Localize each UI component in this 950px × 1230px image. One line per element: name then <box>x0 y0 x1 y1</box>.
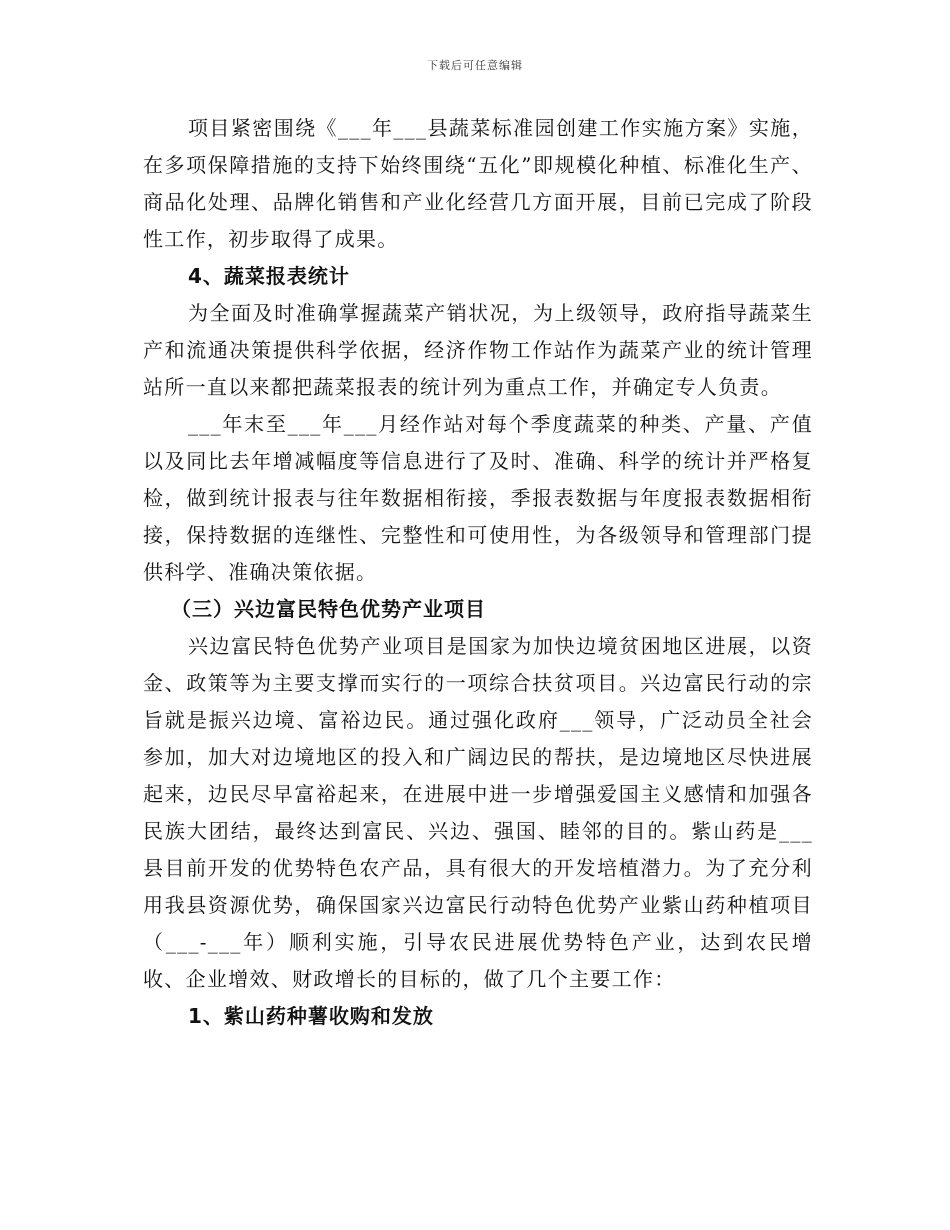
page-header-note: 下载后可任意编辑 <box>427 59 523 72</box>
heading-border-project: （三）兴边富民特色优势产业项目 <box>171 597 486 621</box>
paragraph-quarterly-statistics: ___年末至___年___月经作站对每个季度蔬菜的种类、产量、产值以及同比去年增减幅度等信息进行了及时、准确、科学的统计并严格复检，做到统计报表与往年数据相衔接，季报表数据与年度报表数据相衔接，保持数据的连继性、完整性和可使用性，为各级领导和管理部门提供科学、准确决策依据。 <box>143 412 813 584</box>
heading-vegetable-report: 4、蔬菜报表统计 <box>188 264 350 288</box>
paragraph-report-purpose: 为全面及时准确掌握蔬菜产销状况，为上级领导，政府指导蔬菜生产和流通决策提供科学依据，经济作物工作站作为蔬菜产业的统计管理站所一直以来都把蔬菜报表的统计列为重点工作，并确定专人负责。 <box>143 301 813 399</box>
paragraph-standard-garden: 项目紧密围绕《___年___县蔬菜标准园创建工作实施方案》实施，在多项保障措施的支持下始终围绕“五化”即规模化种植、标准化生产、商品化处理、品牌化销售和产业化经营几方面开展，目前已完成了阶段性工作，初步取得了成果。 <box>143 116 813 251</box>
document-body <box>143 110 813 1035</box>
heading-purple-yam-seed: 1、紫山药种薯收购和发放 <box>188 1004 434 1028</box>
paragraph-border-project: 兴边富民特色优势产业项目是国家为加快边境贫困地区进展，以资金、政策等为主要支撑而实行的一项综合扶贫项目。兴边富民行动的宗旨就是振兴边境、富裕边民。通过强化政府___领导，广泛动员全社会参加，加大对边境地区的投入和广阔边民的帮扶，是边境地区尽快进展起来，边民尽早富裕起来，在进展中进一步增强爱国主义感情和加强各民族大团结，最终达到富民、兴边、强国、睦邻的目的。紫山药是___县目前开发的优势特色农产品，具有很大的开发培植潜力。为了充分利用我县资源优势，确保国家兴边富民行动特色优势产业紫山药种植项目（___-___年）顺利实施，引导农民进展优势特色产业，达到农民增收、企业增效、财政增长的目标的，做了几个主要工作： <box>143 634 813 991</box>
